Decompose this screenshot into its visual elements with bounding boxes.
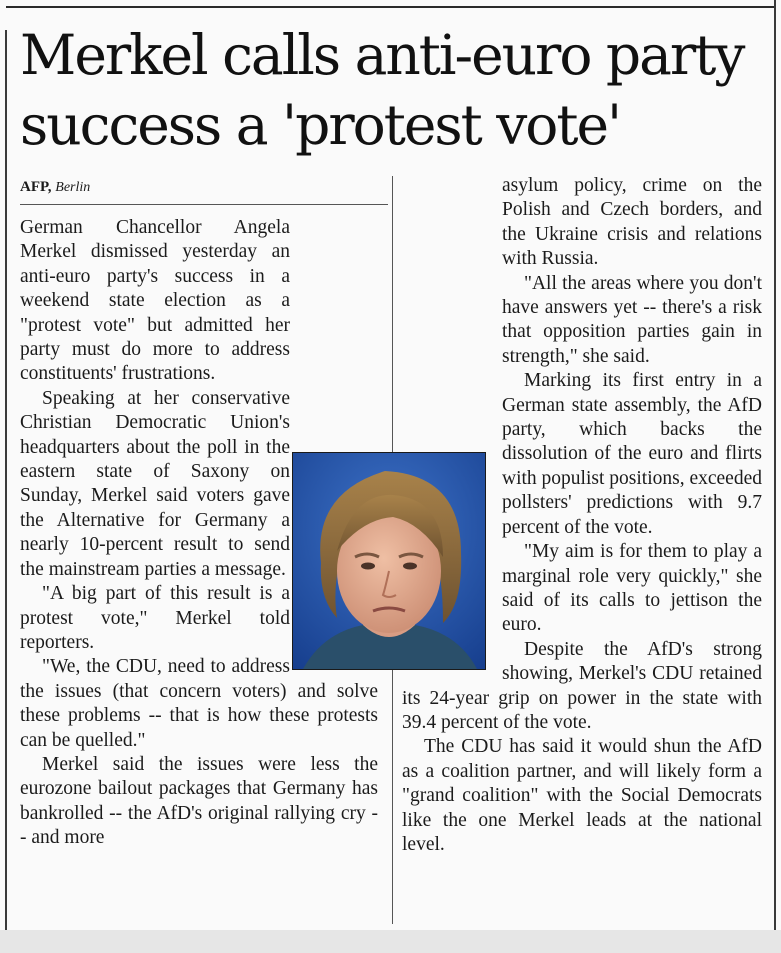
paragraph: "All the areas where you don't have answers yet -- there's a risk that opposition parties gain in strength," she said. — [502, 272, 762, 367]
left-border-rule — [5, 30, 7, 932]
paragraph: Despite the AfD's strong showing, Merkel's CDU retained its 24-year grip on power in the state with 39.4 percent of the vote. — [402, 638, 762, 733]
byline — [20, 178, 90, 197]
paragraph: "My aim is for them to play a marginal role very quickly," she said of its calls to jettison the euro. — [502, 541, 762, 636]
paragraph: "A big part of this result is a protest vote," Merkel told reporters. — [20, 583, 290, 653]
paragraph: Merkel said the issues were less the eurozone bailout packages that Germany has bankrolled -- the AfD's original rallying cry -- and more — [20, 753, 378, 849]
headline — [20, 20, 770, 160]
portrait-illustration — [293, 453, 485, 669]
byline-rule — [20, 204, 388, 205]
paragraph: asylum policy, crime on the Polish and Czech borders, and the Ukraine crisis and relations with Russia. — [502, 175, 762, 270]
paragraph: Marking its first entry in a German state assembly, the AfD party, which backs the dissolution of the euro and flirts with populist positions, exceeded pollsters' predictions with 9.7 percent of the vote. — [502, 370, 762, 538]
right-border-rule — [774, 0, 776, 930]
headline-line-1: Merkel calls anti-euro party — [20, 23, 744, 87]
headline-line-2: success a 'protest vote' — [20, 93, 621, 157]
top-rule — [6, 6, 775, 8]
paragraph: "We, the CDU, need to address the issues (that concern voters) and solve these problems -- that is how these protests can be quelled." — [20, 656, 378, 751]
paragraph: German Chancellor Angela Merkel dismissed yesterday an anti-euro party's success in a weekend state election as a "protest vote" but admitted her party must do more to address constituents' frustrations. — [20, 217, 290, 385]
left-eye — [361, 563, 375, 570]
portrait-photo — [292, 452, 486, 670]
byline-dateline: Berlin — [55, 180, 91, 195]
bottom-margin — [0, 930, 781, 953]
paragraph: The CDU has said it would shun the AfD as a coalition partner, and will likely form a "grand coalition" with the Social Democrats like the one Merkel leads at the national level. — [402, 736, 762, 855]
right-eye — [403, 563, 417, 570]
paragraph: Speaking at her conservative Christian Democratic Union's headquarters about the poll in the eastern state of Saxony on Sunday, Merkel said voters gave the Alternative for Germany a nearly 10-percent result to send the mainstream parties a message. — [20, 387, 290, 580]
byline-agency: AFP, — [20, 179, 52, 195]
